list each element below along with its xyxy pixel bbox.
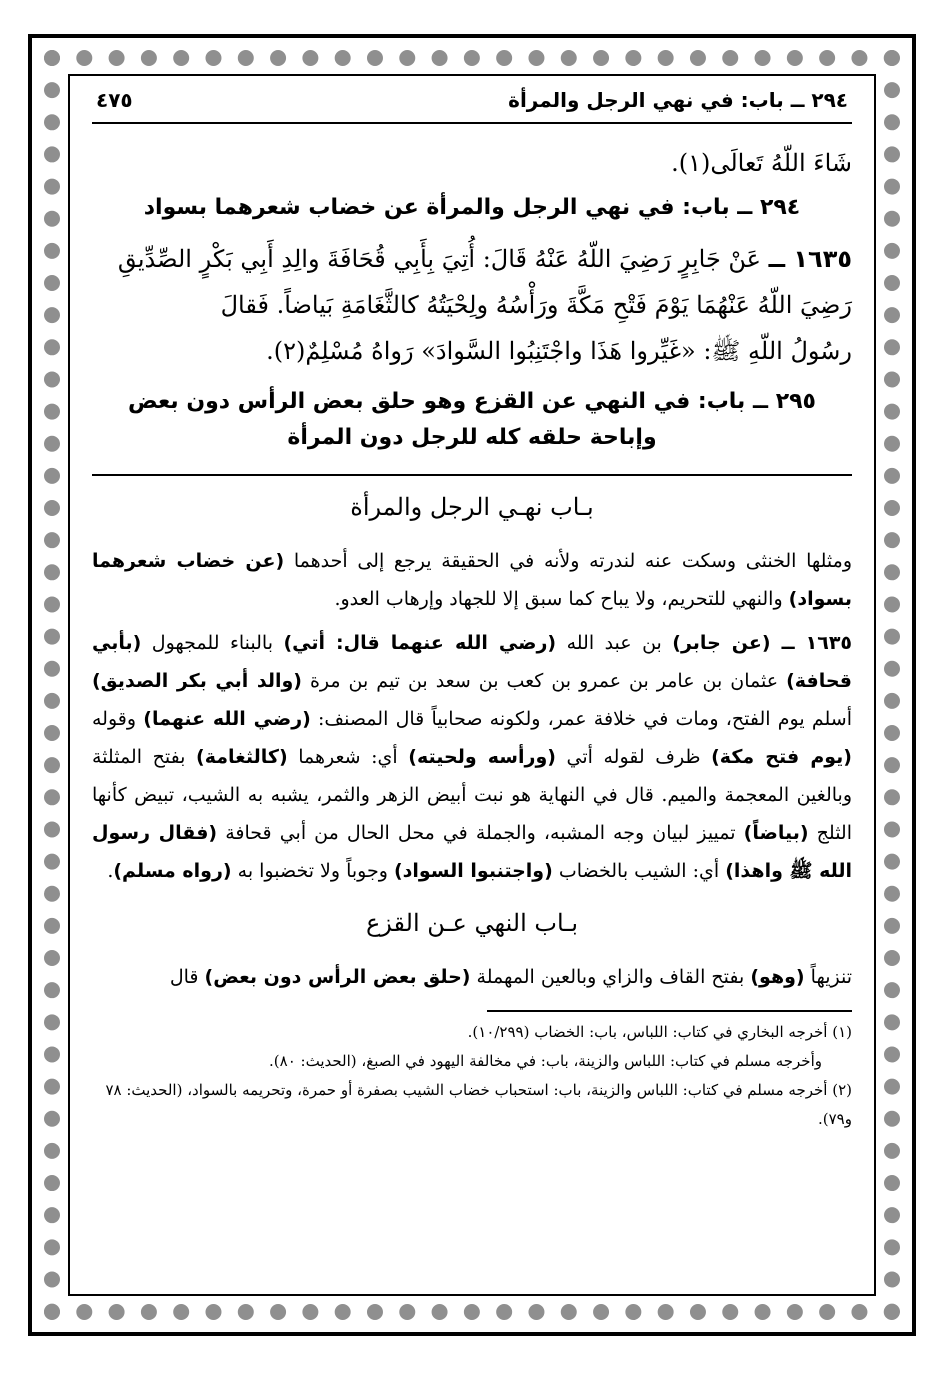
c2-t22: وجوباً ولا تخضبوا به xyxy=(231,860,394,882)
page-content xyxy=(92,84,852,1274)
hadith-1635 xyxy=(92,236,852,374)
chapter-heading-295-line-2: وإباحة حلقه كله للرجل دون المرأة xyxy=(287,425,657,450)
hadith-text-line-3: رسُولُ اللّهِ ﷺ: «غَيِّروا هَذَا واجْتَنِبُوا السَّوادَ» رَواهُ مُسْلِمٌ(٢). xyxy=(266,337,852,365)
c2-t6: عثمان بن عامر بن عمرو بن كعب بن سعد بن تيم بن مرة xyxy=(301,670,787,692)
c2-t13: (ورأسه ولحيته) xyxy=(408,746,556,768)
c2-t21: (واجتنبوا السواد) xyxy=(393,860,553,882)
c2-t15: (كالثغامة) xyxy=(196,746,288,768)
hadith-number: ١٦٣٥ ــ xyxy=(768,245,852,273)
top-line: شَاءَ اللّهُ تَعالَى(١). xyxy=(671,149,852,177)
c2-t24: . xyxy=(107,860,114,882)
c3-d: (حلق بعض الرأس دون بعض) xyxy=(204,966,471,988)
c2-t8: أسلم يوم الفتح، ومات في خلافة عمر، ولكونه صحابياً قال المصنف: xyxy=(310,708,852,730)
c3-e: قال xyxy=(169,966,205,988)
commentary-1-text-a: ومثلها الخنثى وسكت عنه لندرته ولأنه في الحقيقة يرجع إلى أحدهما xyxy=(284,550,852,572)
c2-t23: (رواه مسلم) xyxy=(113,860,232,882)
footnote-2: (٢) أخرجه مسلم في كتاب: اللباس والزينة، باب: استحباب خضاب الشيب بصفرة أو حمرة، وتحريمه بالسواد، (الحديث: ٧٨ و٧٩). xyxy=(105,1081,852,1128)
c2-t14: أي: شعرهما xyxy=(287,746,409,768)
c2-t2: بن عبد الله xyxy=(556,632,673,654)
commentary-paragraph-3 xyxy=(92,958,852,996)
hadith-line-1 xyxy=(92,236,852,282)
footnotes xyxy=(92,1018,852,1134)
c3-a: تنزيهاً xyxy=(804,966,852,988)
c2-t11: (يوم فتح مكة) xyxy=(711,746,852,768)
commentary-1-text-c: والنهي للتحريم، ولا يباح كما سبق إلا للجهاد وإرهاب العدو. xyxy=(334,588,789,610)
section-divider xyxy=(92,474,852,476)
c3-b: (وهو) xyxy=(750,966,805,988)
c2-t16: بفتح المثلثة وبالغين المعجمة والميم. قال في النهاية هو نبت أبيض الزهر والثمر، يشبه به الشيب، تبيض كأنها الثلج xyxy=(92,746,852,844)
hadith-text-line-1: عَنْ جَابِرٍ رَضِيَ اللّهُ عَنْهُ قَالَ: أُتِيَ بِأَبِي قُحَافَةَ والِدِ أَبِي بَكْرٍ الصِّدِّيقِ xyxy=(117,245,761,273)
page-number: ٤٧٥ xyxy=(96,88,133,112)
c2-t5: (بأبي قحافة) xyxy=(92,632,852,692)
footnote-1: (١) أخرجه البخاري في كتاب: اللباس، باب: الخضاب (١٠/٢٩٩). xyxy=(467,1023,852,1041)
c3-c: بفتح القاف والزاي وبالعين المهملة xyxy=(470,966,751,988)
c2-t3: (رضي الله عنهما قال: أتي) xyxy=(283,632,557,654)
c2-t4: بالبناء للمجهول xyxy=(141,632,284,654)
c2-t17: (بياضاً) xyxy=(743,822,809,844)
commentary-1-bold-b: (عن خضاب شعرهما بسواد) xyxy=(92,550,852,610)
c2-t12: ظرف لقوله أتي xyxy=(555,746,712,768)
c2-t19: (فقال رسول الله ﷺ واهذا) xyxy=(92,822,852,882)
c2-t9: (رضي الله عنهما) xyxy=(143,708,311,730)
commentary-heading-2: بـاب النهي عـن القزع xyxy=(365,909,579,937)
commentary-paragraph-2 xyxy=(92,624,852,890)
running-header xyxy=(92,84,852,124)
c2-t10: وقوله xyxy=(92,708,144,730)
commentary-heading-1: بـاب نهـي الرجل والمرأة xyxy=(350,493,594,521)
c2-t18: تمييز لبيان وجه المشبه، والجملة في محل الحال من أبي قحافة xyxy=(217,822,744,844)
c2-t1: ١٦٣٥ ــ (عن جابر) xyxy=(672,632,853,654)
running-header-title: ٢٩٤ ــ باب: في نهي الرجل والمرأة xyxy=(508,88,848,112)
footnote-separator xyxy=(487,1010,852,1012)
chapter-heading-295 xyxy=(92,384,852,456)
c2-t20: أي: الشيب بالخضاب xyxy=(552,860,726,882)
c2-t7: (والد أبي بكر الصديق) xyxy=(92,670,302,692)
chapter-heading-295-line-1: ٢٩٥ ــ باب: في النهي عن القزع وهو حلق بعض الرأس دون بعض xyxy=(128,389,816,414)
footnote-1-continued: وأخرجه مسلم في كتاب: اللباس والزينة، باب: في مخالفة اليهود في الصبغ، (الحديث: ٨٠). xyxy=(269,1052,822,1070)
commentary-paragraph-1 xyxy=(92,542,852,618)
chapter-heading-294: ٢٩٤ ــ باب: في نهي الرجل والمرأة عن خضاب شعرهما بسواد xyxy=(143,195,801,220)
hadith-text-line-2: رَضِيَ اللّهُ عَنْهُمَا يَوْمَ فَتْحِ مَكَّةَ ورَأْسُهُ ولِحْيَتُهُ كالثَّغَامَةِ بَياضاً. فَقالَ xyxy=(220,291,852,319)
